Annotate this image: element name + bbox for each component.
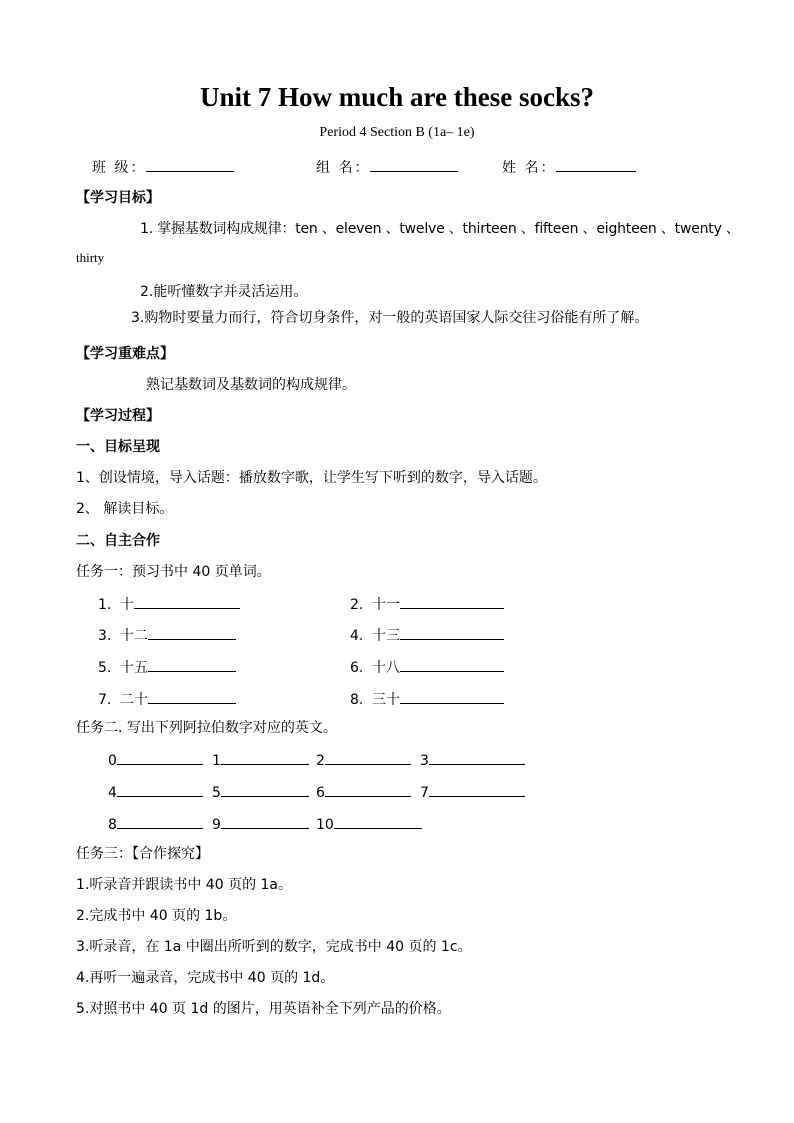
task1-item-word: 二十 — [120, 692, 148, 708]
section1-item-1: 1、创设情境，导入话题：播放数字歌，让学生写下听到的数字，导入话题。 — [76, 470, 547, 486]
task1-item — [350, 624, 504, 645]
number-label: 7 — [420, 785, 429, 801]
answer-blank[interactable] — [148, 656, 236, 672]
task3-item: 1.听录音并跟读书中 40 页的 1a。 — [76, 877, 293, 893]
task1-item-num: 3. — [98, 628, 112, 644]
answer-blank[interactable] — [117, 813, 203, 829]
number-item — [316, 749, 411, 769]
number-item — [108, 749, 203, 769]
process-heading: 【学习过程】 — [76, 408, 160, 424]
goal-item-2: 2.能听懂数字并灵活运用。 — [140, 284, 308, 300]
class-blank[interactable] — [146, 156, 234, 172]
answer-blank[interactable] — [148, 688, 236, 704]
page-title: Unit 7 How much are these socks? — [200, 82, 594, 112]
number-label: 3 — [420, 753, 429, 769]
task1-item-word: 十五 — [120, 660, 148, 676]
number-item — [316, 781, 411, 801]
task1-item-num: 6. — [350, 660, 364, 676]
task1-item-word: 十三 — [372, 628, 400, 644]
section2-heading: 二、自主合作 — [76, 533, 160, 549]
task1-item — [98, 656, 236, 677]
task1-item-num: 2. — [350, 597, 364, 613]
number-label: 2 — [316, 753, 325, 769]
task1-item-num: 5. — [98, 660, 112, 676]
task1-item — [350, 656, 504, 677]
number-item — [316, 813, 422, 833]
goal-item-3: 3.购物时要量力而行，符合切身条件，对一般的英语国家人际交往习俗能有所了解。 — [131, 310, 649, 326]
answer-blank[interactable] — [221, 781, 309, 797]
number-label: 6 — [316, 785, 325, 801]
goals-heading: 【学习目标】 — [76, 190, 160, 206]
answer-blank[interactable] — [325, 781, 411, 797]
group-blank[interactable] — [370, 156, 458, 172]
section1-item-2: 2、 解读目标。 — [76, 501, 174, 517]
group-field — [316, 156, 458, 177]
group-label: 组 名： — [316, 160, 371, 176]
answer-blank[interactable] — [400, 593, 504, 609]
task1-item-num: 4. — [350, 628, 364, 644]
task1-item-word: 十一 — [372, 597, 400, 613]
task1-item-word: 十 — [120, 597, 134, 613]
key-points-text: 熟记基数词及基数词的构成规律。 — [146, 377, 356, 393]
task1-item-num: 1. — [98, 597, 112, 613]
number-item — [420, 749, 525, 769]
answer-blank[interactable] — [334, 813, 422, 829]
number-item — [420, 781, 525, 801]
class-field — [92, 156, 234, 177]
task1-item — [98, 688, 236, 709]
number-label: 1 — [212, 753, 221, 769]
task3-item: 4.再听一遍录音，完成书中 40 页的 1d。 — [76, 970, 335, 986]
answer-blank[interactable] — [221, 813, 309, 829]
class-label: 班 级： — [92, 160, 147, 176]
answer-blank[interactable] — [400, 624, 504, 640]
number-label: 4 — [108, 785, 117, 801]
task3-item: 3.听录音，在 1a 中圈出所听到的数字，完成书中 40 页的 1c。 — [76, 939, 472, 955]
number-label: 10 — [316, 817, 334, 833]
number-item — [212, 749, 309, 769]
task1-label: 任务一：预习书中 40 页单词。 — [76, 564, 271, 580]
answer-blank[interactable] — [117, 781, 203, 797]
task1-item — [98, 593, 240, 614]
answer-blank[interactable] — [221, 749, 309, 765]
task1-item — [98, 624, 236, 645]
goal-item-1: 1. 掌握基数词构成规律：ten 、eleven 、twelve 、thirteen 、fifteen 、eighteen 、twenty 、 — [140, 221, 740, 237]
answer-blank[interactable] — [429, 749, 525, 765]
task3-item: 2.完成书中 40 页的 1b。 — [76, 908, 237, 924]
answer-blank[interactable] — [325, 749, 411, 765]
answer-blank[interactable] — [400, 656, 504, 672]
task1-item — [350, 688, 504, 709]
task1-item-num: 8. — [350, 692, 364, 708]
number-item — [212, 813, 309, 833]
task3-label: 任务三：【合作探究】 — [76, 846, 209, 862]
task1-item-word: 三十 — [372, 692, 400, 708]
key-points-heading: 【学习重难点】 — [76, 346, 174, 362]
number-label: 0 — [108, 753, 117, 769]
number-item — [108, 781, 203, 801]
task1-item-word: 十八 — [372, 660, 400, 676]
goal-item-1-cont: thirty — [76, 250, 105, 265]
answer-blank[interactable] — [148, 624, 236, 640]
task2-label: 任务二. 写出下列阿拉伯数字对应的英文。 — [76, 720, 337, 736]
number-label: 8 — [108, 817, 117, 833]
number-label: 9 — [212, 817, 221, 833]
answer-blank[interactable] — [429, 781, 525, 797]
name-blank[interactable] — [556, 156, 636, 172]
name-label: 姓 名： — [502, 160, 557, 176]
number-item — [108, 813, 203, 833]
answer-blank[interactable] — [117, 749, 203, 765]
task1-item-num: 7. — [98, 692, 112, 708]
answer-blank[interactable] — [400, 688, 504, 704]
name-field — [502, 156, 636, 177]
section1-heading: 一、目标呈现 — [76, 439, 160, 455]
answer-blank[interactable] — [134, 593, 240, 609]
page-subtitle: Period 4 Section B (1a– 1e) — [319, 125, 475, 140]
task3-item: 5.对照书中 40 页 1d 的图片，用英语补全下列产品的价格。 — [76, 1001, 451, 1017]
task1-item — [350, 593, 504, 614]
number-label: 5 — [212, 785, 221, 801]
task1-item-word: 十二 — [120, 628, 148, 644]
number-item — [212, 781, 309, 801]
